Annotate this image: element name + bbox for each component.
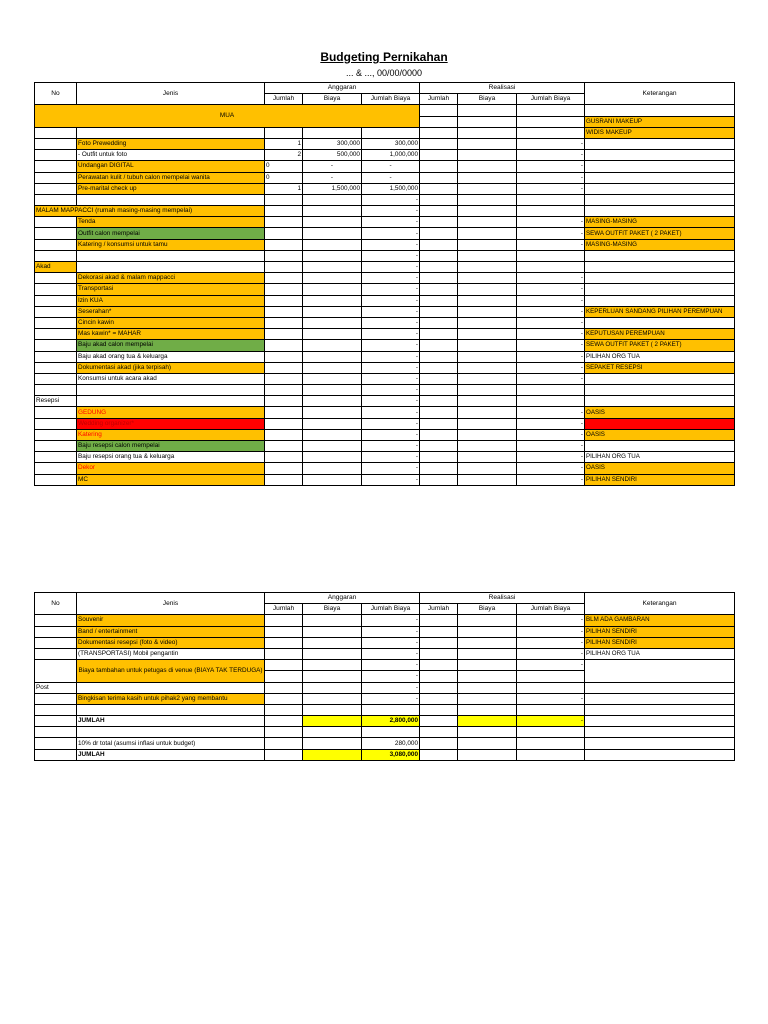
header-realisasi-biaya: Biaya	[458, 94, 517, 105]
table-row	[35, 262, 735, 273]
jumlah-biaya-cell[interactable]: -	[362, 615, 420, 626]
header-realisasi: Realisasi	[420, 83, 585, 94]
realisasi-jumlah-biaya-cell[interactable]: -	[517, 351, 585, 362]
inflasi-label: 10% dr total (asumsi inflasi untuk budget)	[77, 738, 265, 749]
jumlah-biaya-cell[interactable]: -	[362, 228, 420, 239]
table-row	[35, 351, 735, 362]
table-row	[35, 693, 735, 704]
jumlah-biaya-cell[interactable]: -	[362, 682, 420, 693]
jumlah-biaya-cell[interactable]: -	[362, 396, 420, 407]
realisasi-jumlah-biaya-cell[interactable]: -	[517, 693, 585, 704]
jenis-cell[interactable]: Mas kawin* = MAHAR	[77, 329, 265, 340]
jumlah-biaya-cell[interactable]: -	[362, 262, 420, 273]
keterangan-cell[interactable]: PILIHAN ORG TUA	[585, 648, 735, 659]
biaya-cell[interactable]: 1,500,000	[303, 183, 362, 194]
jenis-cell[interactable]: Foto Prewedding	[77, 138, 265, 149]
budget-table-2	[34, 592, 735, 761]
keterangan-cell[interactable]: PILIHAN ORG TUA	[585, 351, 735, 362]
keterangan-cell[interactable]: MASING-MASING	[585, 239, 735, 250]
table-row	[35, 183, 735, 194]
header-jenis: Jenis	[77, 83, 265, 105]
jumlah-biaya-cell[interactable]: 1,500,000	[362, 183, 420, 194]
jumlah-cell[interactable]: 0	[265, 172, 303, 183]
header-realisasi-jumlah: Jumlah	[420, 604, 458, 615]
jenis-cell[interactable]: Outfit calon mempelai	[77, 228, 265, 239]
section-label-resepsi: Resepsi	[35, 396, 77, 407]
realisasi-jumlah-biaya-cell[interactable]: -	[517, 648, 585, 659]
jenis-cell[interactable]: - Outfit untuk foto	[77, 150, 265, 161]
table-row	[35, 362, 735, 373]
jenis-cell[interactable]: Dekorasi akad & malam mappacci	[77, 273, 265, 284]
jumlah-biaya-cell[interactable]: -	[362, 648, 420, 659]
biaya-cell[interactable]: 500,000	[303, 150, 362, 161]
keterangan-cell[interactable]: KEPERLUAN SANDANG PILIHAN PEREMPUAN	[585, 306, 735, 317]
jumlah-biaya-cell[interactable]: -	[362, 671, 420, 682]
jumlah-biaya-cell[interactable]: -	[362, 351, 420, 362]
jumlah-biaya-cell[interactable]: -	[362, 284, 420, 295]
table-row	[35, 172, 735, 183]
jumlah-total[interactable]: 2,800,000	[362, 716, 420, 727]
jumlah-biaya-cell[interactable]: -	[362, 217, 420, 228]
keterangan-cell[interactable]: PILIHAN SENDIRI	[585, 626, 735, 637]
biaya-cell[interactable]: -	[303, 172, 362, 183]
realisasi-jumlah-biaya-cell[interactable]: -	[517, 637, 585, 648]
realisasi-jumlah-biaya-cell[interactable]: -	[517, 217, 585, 228]
jenis-cell[interactable]: Baju resepsi calon mempelai	[77, 441, 265, 452]
realisasi-jumlah-biaya-cell[interactable]: -	[517, 407, 585, 418]
realisasi-jumlah-biaya-cell[interactable]: -	[517, 295, 585, 306]
jumlah-label: JUMLAH	[77, 716, 265, 727]
header-anggaran-biaya: Biaya	[303, 94, 362, 105]
jumlah-cell[interactable]: 0	[265, 161, 303, 172]
table-row	[35, 682, 735, 693]
header-keterangan: Keterangan	[585, 83, 735, 105]
jumlah-biaya-cell[interactable]: -	[362, 441, 420, 452]
jumlah-biaya-cell[interactable]: -	[362, 161, 420, 172]
realisasi-jumlah-biaya-cell[interactable]: -	[517, 306, 585, 317]
keterangan-cell[interactable]	[585, 418, 735, 429]
jumlah-realisasi[interactable]: -	[517, 716, 585, 727]
table-row	[35, 150, 735, 161]
jumlah-biaya-cell[interactable]: 300,000	[362, 138, 420, 149]
jenis-cell[interactable]: (TRANSPORTASI) Mobil pengantin	[77, 648, 265, 659]
realisasi-jumlah-biaya-cell[interactable]: -	[517, 463, 585, 474]
keterangan-cell[interactable]: OASIS	[585, 463, 735, 474]
table-row	[35, 704, 735, 715]
table-row	[35, 273, 735, 284]
header-keterangan: Keterangan	[585, 593, 735, 615]
table-row	[35, 749, 735, 760]
table-row	[35, 738, 735, 749]
header-realisasi-jumlah-biaya: Jumlah Biaya	[517, 94, 585, 105]
table-row	[35, 239, 735, 250]
table-row	[35, 418, 735, 429]
keterangan-cell[interactable]: PILIHAN SENDIRI	[585, 637, 735, 648]
table-row	[35, 716, 735, 727]
realisasi-jumlah-biaya-cell[interactable]: -	[517, 273, 585, 284]
realisasi-jumlah-biaya-cell[interactable]: -	[517, 340, 585, 351]
jenis-cell[interactable]: Dokumentasi akad (jika terpisah)	[77, 362, 265, 373]
realisasi-jumlah-biaya-cell[interactable]: -	[517, 660, 585, 671]
table-row	[35, 206, 735, 217]
jumlah-biaya-cell[interactable]: -	[362, 626, 420, 637]
header-realisasi-jumlah-biaya: Jumlah Biaya	[517, 604, 585, 615]
page-subtitle: ... & ..., 00/00/0000	[345, 68, 423, 78]
table-row	[35, 463, 735, 474]
table-row	[35, 228, 735, 239]
header-anggaran-jumlah: Jumlah	[265, 604, 303, 615]
keterangan-cell[interactable]: PILIHAN SENDIRI	[585, 474, 735, 485]
table-row	[35, 340, 735, 351]
jumlah-biaya-cell[interactable]: -	[362, 362, 420, 373]
jumlah-biaya-cell[interactable]: -	[362, 239, 420, 250]
jumlah-biaya-cell[interactable]: -	[362, 418, 420, 429]
keterangan-cell[interactable]: SEWA OUTFIT PAKET ( 2 PAKET)	[585, 228, 735, 239]
jenis-cell[interactable]: Dekor	[77, 463, 265, 474]
keterangan-cell[interactable]: SEPAKET RESEPSI	[585, 362, 735, 373]
realisasi-jumlah-biaya-cell[interactable]: -	[517, 474, 585, 485]
jumlah-cell[interactable]: 1	[265, 138, 303, 149]
header-realisasi-jumlah: Jumlah	[420, 94, 458, 105]
jenis-cell[interactable]: Band / entertainment	[77, 626, 265, 637]
inflasi-value[interactable]: 280,000	[362, 738, 420, 749]
table-row	[35, 306, 735, 317]
jumlah-cell[interactable]: 1	[265, 183, 303, 194]
jumlah-biaya-cell[interactable]: -	[362, 637, 420, 648]
jenis-cell[interactable]: Izin KUA	[77, 295, 265, 306]
table-row	[35, 385, 735, 396]
table-row	[35, 474, 735, 485]
budget-table-1	[34, 82, 735, 486]
table-row	[35, 615, 735, 626]
realisasi-jumlah-biaya-cell[interactable]: -	[517, 183, 585, 194]
jumlah-biaya-cell[interactable]: -	[362, 250, 420, 261]
jenis-cell[interactable]: Katering / konsumsi untuk tamu	[77, 239, 265, 250]
realisasi-jumlah-biaya-cell[interactable]: -	[517, 161, 585, 172]
realisasi-jumlah-biaya-cell[interactable]: -	[517, 329, 585, 340]
jenis-cell[interactable]: Pre-marital check up	[77, 183, 265, 194]
biaya-cell[interactable]: 300,000	[303, 138, 362, 149]
table-row	[35, 660, 735, 671]
section-label-akad: Akad	[35, 262, 77, 273]
table-row	[35, 217, 735, 228]
header-anggaran: Anggaran	[265, 83, 420, 94]
jumlah-biaya-cell[interactable]: -	[362, 693, 420, 704]
jenis-cell[interactable]: Bingkisan terima kasih untuk pihak2 yang membantu	[77, 693, 265, 704]
jenis-cell[interactable]: Baju akad calon mempelai	[77, 340, 265, 351]
header-anggaran-jumlah-biaya: Jumlah Biaya	[362, 604, 420, 615]
mua-cell[interactable]: MUA	[35, 105, 420, 127]
jenis-cell[interactable]: Baju resepsi orang tua & keluarga	[77, 452, 265, 463]
header-jenis: Jenis	[77, 593, 265, 615]
realisasi-jumlah-biaya-cell[interactable]: -	[517, 373, 585, 384]
realisasi-jumlah-biaya-cell[interactable]: -	[517, 429, 585, 440]
header-anggaran-jumlah-biaya: Jumlah Biaya	[362, 94, 420, 105]
header-anggaran-biaya: Biaya	[303, 604, 362, 615]
biaya-cell[interactable]: -	[303, 161, 362, 172]
table-row	[35, 648, 735, 659]
realisasi-jumlah-biaya-cell[interactable]: -	[517, 284, 585, 295]
table-row	[35, 138, 735, 149]
keterangan-cell[interactable]: GUSRANI MAKEUP	[585, 116, 735, 127]
keterangan-cell[interactable]: WIDIS MAKEUP	[585, 127, 735, 138]
section-label-mappacci: MALAM MAPPACCI (rumah masing-masing mempelai)	[35, 206, 265, 217]
table-row	[35, 161, 735, 172]
table-row	[35, 626, 735, 637]
jumlah-biaya-cell[interactable]: -	[362, 206, 420, 217]
jumlah-biaya-cell[interactable]: -	[362, 463, 420, 474]
jumlah-biaya-cell[interactable]: -	[362, 452, 420, 463]
jenis-cell[interactable]: Konsumsi untuk acara akad	[77, 373, 265, 384]
jenis-cell[interactable]: Baju akad orang tua & keluarga	[77, 351, 265, 362]
jenis-cell[interactable]: MC	[77, 474, 265, 485]
table-row	[35, 317, 735, 328]
jumlah-cell[interactable]: 2	[265, 150, 303, 161]
keterangan-cell[interactable]: MASING-MASING	[585, 217, 735, 228]
jenis-cell[interactable]: Perawatan kulit / tubuh calon mempelai wanita	[77, 172, 265, 183]
table-row	[35, 127, 735, 138]
jenis-cell[interactable]: Katering	[77, 429, 265, 440]
table-row	[35, 396, 735, 407]
realisasi-jumlah-biaya-cell[interactable]: -	[517, 138, 585, 149]
section-label-post: Post	[35, 682, 77, 693]
table-row	[35, 250, 735, 261]
table-row	[35, 373, 735, 384]
realisasi-jumlah-biaya-cell[interactable]: -	[517, 626, 585, 637]
jumlah-biaya-cell[interactable]: 1,000,000	[362, 150, 420, 161]
realisasi-jumlah-biaya-cell[interactable]: -	[517, 441, 585, 452]
realisasi-jumlah-biaya-cell[interactable]: -	[517, 150, 585, 161]
realisasi-jumlah-biaya-cell[interactable]: -	[517, 418, 585, 429]
realisasi-jumlah-biaya-cell[interactable]: -	[517, 228, 585, 239]
jumlah-biaya-cell[interactable]: -	[362, 329, 420, 340]
table-row	[35, 452, 735, 463]
realisasi-jumlah-biaya-cell[interactable]: -	[517, 239, 585, 250]
jumlah-biaya-cell[interactable]: -	[362, 429, 420, 440]
keterangan-cell[interactable]: SEWA OUTFIT PAKET ( 2 PAKET)	[585, 340, 735, 351]
jenis-cell[interactable]: Cincin kawin	[77, 317, 265, 328]
jumlah-biaya-cell[interactable]: -	[362, 172, 420, 183]
keterangan-cell[interactable]: OASIS	[585, 429, 735, 440]
jenis-cell[interactable]: GEDUNG	[77, 407, 265, 418]
jenis-cell[interactable]: Seserahan*	[77, 306, 265, 317]
table-row	[35, 194, 735, 205]
header-anggaran-jumlah: Jumlah	[265, 94, 303, 105]
jenis-cell[interactable]: Dokumentasi resepsi (foto & video)	[77, 637, 265, 648]
jenis-cell[interactable]: Transportasi	[77, 284, 265, 295]
jumlah-biaya-cell[interactable]: -	[362, 407, 420, 418]
keterangan-cell[interactable]: OASIS	[585, 407, 735, 418]
realisasi-jumlah-biaya-cell[interactable]: -	[517, 172, 585, 183]
header-anggaran: Anggaran	[265, 593, 420, 604]
table-row	[35, 329, 735, 340]
table-row	[35, 441, 735, 452]
jumlah-biaya-cell[interactable]: -	[362, 273, 420, 284]
jumlah-biaya-cell[interactable]: -	[362, 295, 420, 306]
jumlah-biaya-cell[interactable]: -	[362, 385, 420, 396]
realisasi-jumlah-biaya-cell[interactable]: -	[517, 362, 585, 373]
table-row	[35, 105, 735, 116]
jumlah-biaya-cell[interactable]: -	[362, 306, 420, 317]
jenis-cell[interactable]: Souvenir	[77, 615, 265, 626]
jumlah-biaya-cell[interactable]: -	[362, 340, 420, 351]
realisasi-jumlah-biaya-cell[interactable]: -	[517, 317, 585, 328]
keterangan-cell[interactable]: PILIHAN ORG TUA	[585, 452, 735, 463]
table-row	[35, 727, 735, 738]
jumlah-biaya-cell[interactable]: -	[362, 194, 420, 205]
realisasi-jumlah-biaya-cell[interactable]: -	[517, 452, 585, 463]
jenis-cell[interactable]: Wedding organizer*	[77, 418, 265, 429]
jumlah2-total[interactable]: 3,080,000	[362, 749, 420, 760]
table-row	[35, 407, 735, 418]
jenis-cell[interactable]: Tenda	[77, 217, 265, 228]
keterangan-cell[interactable]: BLM ADA GAMBARAN	[585, 615, 735, 626]
header-realisasi: Realisasi	[420, 593, 585, 604]
table-row	[35, 284, 735, 295]
jenis-cell[interactable]: Undangan DIGITAL	[77, 161, 265, 172]
header-no: No	[35, 83, 77, 105]
jumlah-biaya-cell[interactable]: -	[362, 660, 420, 671]
jenis-cell[interactable]: Biaya tambahan untuk petugas di venue (BIAYA TAK TERDUGA)	[77, 660, 265, 682]
table-row	[35, 429, 735, 440]
jumlah2-label: JUMLAH	[77, 749, 265, 760]
jumlah-biaya-cell[interactable]: -	[362, 373, 420, 384]
page-title: Budgeting Pernikahan	[320, 50, 448, 64]
jumlah-biaya-cell[interactable]: -	[362, 474, 420, 485]
table-row	[35, 637, 735, 648]
jumlah-biaya-cell[interactable]: -	[362, 317, 420, 328]
keterangan-cell[interactable]: KEPUTUSAN PEREMPUAN	[585, 329, 735, 340]
table-row	[35, 295, 735, 306]
realisasi-jumlah-biaya-cell[interactable]: -	[517, 615, 585, 626]
header-no: No	[35, 593, 77, 615]
header-realisasi-biaya: Biaya	[458, 604, 517, 615]
